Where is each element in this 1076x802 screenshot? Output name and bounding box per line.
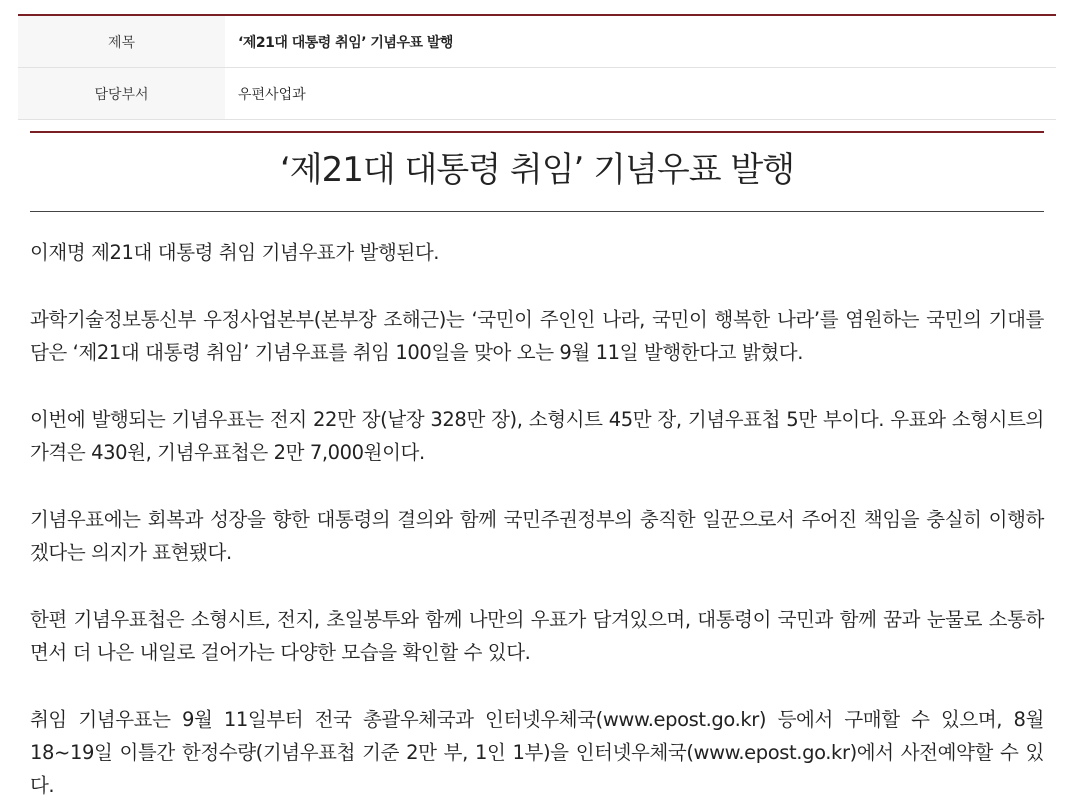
article-meta-table [18, 14, 1056, 120]
meta-row-title [18, 16, 1056, 68]
article-top-divider [30, 131, 1044, 133]
article-paragraph: 한편 기념우표첩은 소형시트, 전지, 초일봉투와 함께 나만의 우표가 담겨있으며, 대통령이 국민과 함께 꿈과 눈물로 소통하면서 더 나은 내일로 걸어가는 다양한 모습을 확인할 수 있다. [30, 608, 1044, 664]
article-body [30, 236, 1044, 802]
meta-row-department [18, 68, 1056, 120]
article-title-divider [30, 211, 1044, 212]
article-paragraph: 과학기술정보통신부 우정사업본부(본부장 조해근)는 ‘국민이 주인인 나라, 국민이 행복한 나라’를 염원하는 국민의 기대를 담은 ‘제21대 대통령 취임’ 기념우표를 취임 100일을 맞아 오는 9월 11일 발행한다고 밝혔다. [30, 308, 1044, 364]
meta-title-label: 제목 [18, 16, 225, 67]
article-paragraph: 이재명 제21대 대통령 취임 기념우표가 발행된다. [30, 241, 440, 264]
article-paragraph: 기념우표에는 회복과 성장을 향한 대통령의 결의와 함께 국민주권정부의 충직한 일꾼으로서 주어진 책임을 충실히 이행하겠다는 의지가 표현됐다. [30, 508, 1044, 564]
article-title: ‘제21대 대통령 취임’ 기념우표 발행 [279, 150, 795, 190]
meta-department-value: 우편사업과 [238, 86, 306, 103]
meta-department-label: 담당부서 [18, 68, 225, 119]
article-paragraph: 취임 기념우표는 9월 11일부터 전국 총괄우체국과 인터넷우체국(www.epost.go.kr) 등에서 구매할 수 있으며, 8월 18~19일 이틀간 한정수량(기념우표첩 기준 2만 부, 1인 1부)을 인터넷우체국(www.epost.go.kr)에서 사전예약할 수 있다. [30, 708, 1044, 797]
meta-title-value: ‘제21대 대통령 취임’ 기념우표 발행 [238, 34, 453, 51]
article-paragraph: 이번에 발행되는 기념우표는 전지 22만 장(낱장 328만 장), 소형시트 45만 장, 기념우표첩 5만 부이다. 우표와 소형시트의 가격은 430원, 기념우표첩은 2만 7,000원이다. [30, 408, 1044, 464]
